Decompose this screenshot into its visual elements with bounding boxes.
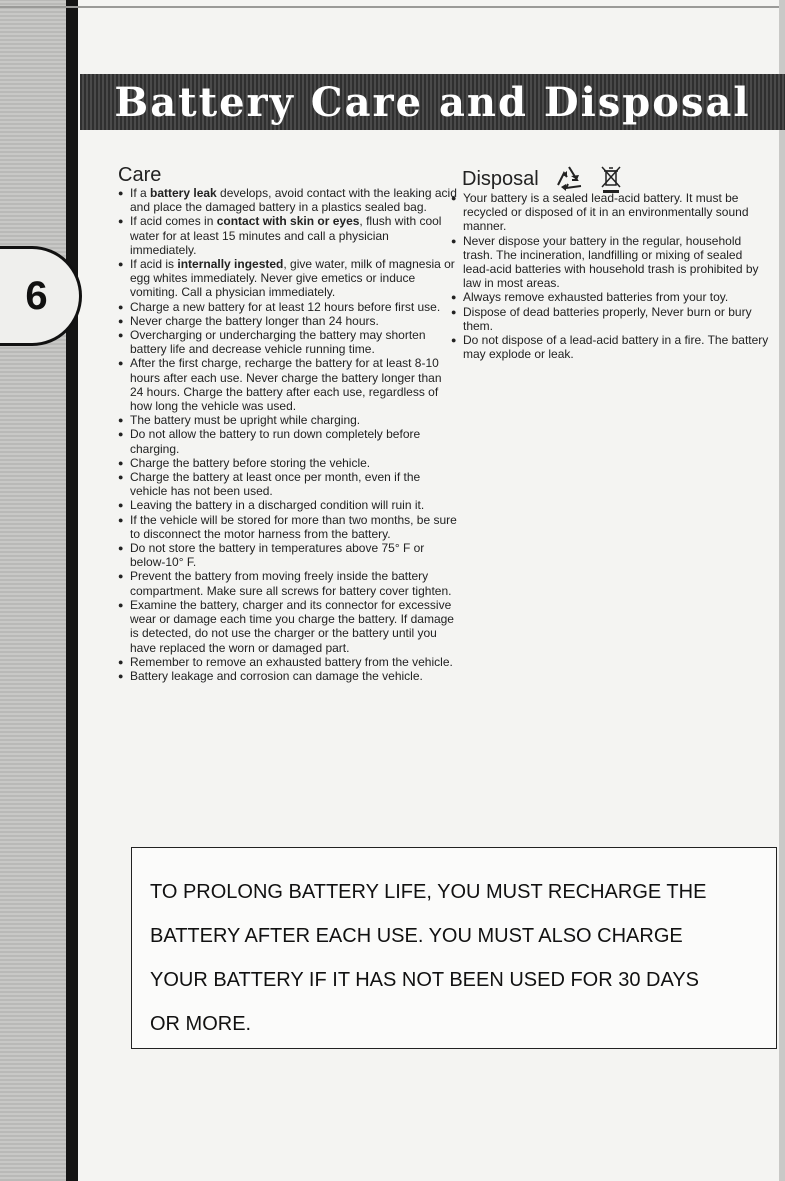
- list-item: ● Overcharging or undercharging the battery may shorten battery life and decrease vehicle running time.: [118, 328, 458, 356]
- list-item: ● Charge the battery before storing the vehicle.: [118, 456, 458, 470]
- list-item: ● Do not allow the battery to run down completely before charging.: [118, 427, 458, 455]
- list-item: ● Your battery is a sealed lead-acid battery. It must be recycled or disposed of it in an environmentally sound manner.: [451, 191, 769, 234]
- list-item: ● After the first charge, recharge the battery for at least 8-10 hours after each use. Never charge the battery longer than 24 hours. Charge the battery after each use, regardless of how long the vehicle was used.: [118, 356, 458, 413]
- chapter-number: 6: [25, 273, 48, 318]
- list-item: ● Leaving the battery in a discharged condition will ruin it.: [118, 498, 458, 512]
- crossed-bin-icon: [599, 164, 623, 194]
- list-item: ● Battery leakage and corrosion can damage the vehicle.: [118, 669, 458, 683]
- page-title: Battery Care and Disposal: [114, 78, 751, 126]
- notice-line: BATTERY AFTER EACH USE. YOU MUST ALSO CHARGE: [150, 925, 683, 947]
- list-item: ● If a battery leak develops, avoid contact with the leaking acid and place the damaged battery in a plastics sealed bag.: [118, 186, 458, 214]
- list-item: ● Do not dispose of a lead-acid battery in a fire. The battery may explode or leak.: [451, 333, 769, 361]
- list-item: ● If acid comes in contact with skin or eyes, flush with cool water for at least 15 minutes and call a physician immediately.: [118, 214, 458, 257]
- notice-line: YOUR BATTERY IF IT HAS NOT BEEN USED FOR 30 DAYS: [150, 969, 700, 991]
- disposal-list: [451, 191, 769, 361]
- list-item: ● Do not store the battery in temperatures above 75° F or below-10° F.: [118, 541, 458, 569]
- list-item: ● If acid is internally ingested, give water, milk of magnesia or egg whites immediately. Never give emetics or induce vomiting. Call a physician immediately.: [118, 257, 458, 300]
- list-item: ● If the vehicle will be stored for more than two months, be sure to disconnect the motor harness from the battery.: [118, 513, 458, 541]
- list-item: ● Never dispose your battery in the regular, household trash. The incineration, landfilling or mixing of sealed lead-acid batteries with household trash is prohibited by law in most areas.: [451, 234, 769, 291]
- care-heading: Care: [118, 164, 162, 186]
- notice-line: TO PROLONG BATTERY LIFE, YOU MUST RECHARGE THE: [150, 881, 707, 903]
- list-item: ● Examine the battery, charger and its connector for excessive wear or damage each time you charge the battery. If damage is detected, do not use the charger or the battery until you have replaced the worn or damaged part.: [118, 598, 458, 655]
- list-item: ● Never charge the battery longer than 24 hours.: [118, 314, 458, 328]
- list-item: ● Always remove exhausted batteries from your toy.: [451, 290, 769, 304]
- list-item: ● Charge a new battery for at least 12 hours before first use.: [118, 300, 458, 314]
- title-banner: [80, 74, 785, 130]
- list-item: ● Prevent the battery from moving freely inside the battery compartment. Make sure all screws for battery cover tighten.: [118, 569, 458, 597]
- list-item: ● Charge the battery at least once per month, even if the vehicle has not been used.: [118, 470, 458, 498]
- disposal-heading: Disposal: [462, 167, 539, 190]
- list-item: ● Dispose of dead batteries properly, Never burn or bury them.: [451, 305, 769, 333]
- binding-bar: [66, 0, 78, 1181]
- list-item: ● The battery must be upright while charging.: [118, 413, 458, 427]
- list-item: ● Remember to remove an exhausted battery from the vehicle.: [118, 655, 458, 669]
- top-rule: [0, 6, 785, 8]
- page-edge: [779, 0, 785, 1181]
- recharge-notice: [131, 847, 777, 1049]
- disposal-heading-row: [462, 164, 623, 194]
- binding-strip: [0, 0, 66, 1181]
- recycle-icon: [553, 164, 585, 194]
- notice-line: OR MORE.: [150, 1013, 252, 1035]
- care-list: [118, 186, 458, 683]
